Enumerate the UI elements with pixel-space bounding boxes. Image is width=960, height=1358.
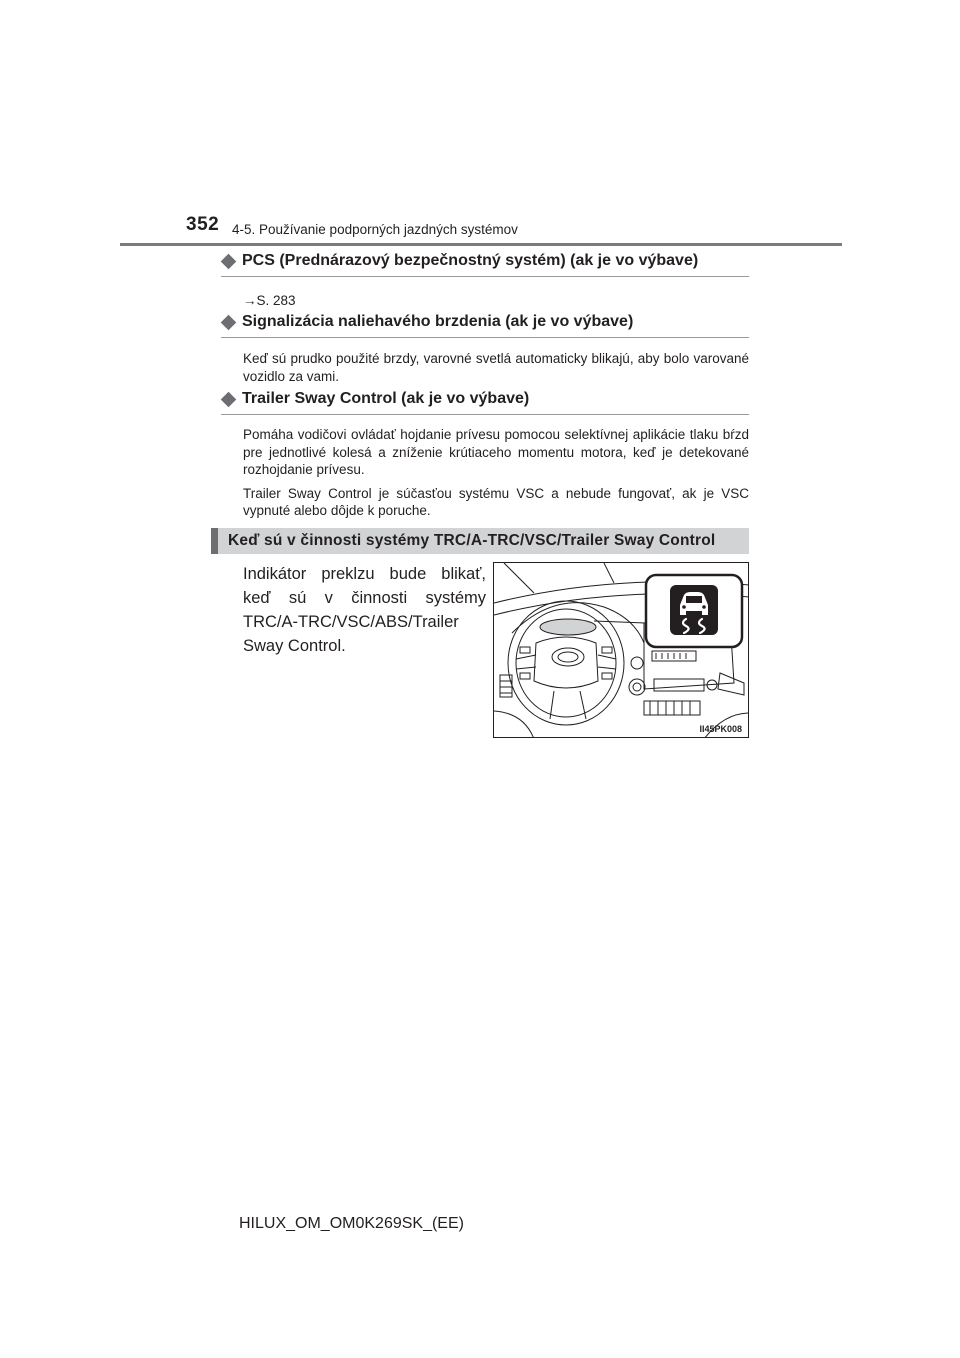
section-trailer-sway [221,390,749,520]
page-reference[interactable]: →S. 283 [243,293,296,308]
indicator-description: Indikátor preklzu bude blikať, keď sú v činnosti systémy TRC/A-TRC/VSC/ABS/Trailer Sway Control. [243,565,486,655]
subsection-heading-text: Keď sú v činnosti systémy TRC/A-TRC/VSC/Trailer Sway Control [228,532,716,549]
body-paragraph: Keď sú prudko použité brzdy, varovné svetlá automaticky blikajú, aby bolo varované vozidlo za vami. [243,351,749,384]
diamond-bullet-icon [221,253,237,269]
running-head: 4-5. Používanie podporných jazdných systémov [232,222,518,237]
section-heading [221,390,749,415]
section-pcs [221,252,749,308]
section-heading [221,252,749,277]
diamond-bullet-icon [221,391,237,407]
section-heading-text: Signalizácia naliehavého brzdenia (ak je vo výbave) [242,313,634,330]
heading-accent [211,528,218,554]
body-paragraph: Pomáha vodičovi ovládať hojdanie prívesu pomocou selektívnej aplikácie tlaku bŕzd pre jednotlivé kolesá a zníženie krútiaceho momentu motora, keď je detekované rozhojdanie prívesu. [243,427,749,477]
section-emergency-brake-signal [221,313,749,385]
footer-doc-id: HILUX_OM_OM0K269SK_(EE) [239,1215,464,1232]
header-rule [120,243,842,246]
dashboard-illustration [493,562,749,738]
section-heading [221,313,749,338]
figure-code: II45PK008 [699,724,742,734]
diamond-bullet-icon [221,314,237,330]
subsection-heading-bar [211,528,749,554]
section-heading-text: Trailer Sway Control (ak je vo výbave) [242,390,530,407]
body-paragraph: Trailer Sway Control je súčasťou systému VSC a nebude fungovať, ak je VSC vypnuté alebo dôjde k poruche. [243,485,749,518]
dashboard-drawing [494,563,749,738]
page-number: 352 [186,214,220,235]
section-heading-text: PCS (Prednárazový bezpečnostný systém) (ak je vo výbave) [242,252,699,269]
